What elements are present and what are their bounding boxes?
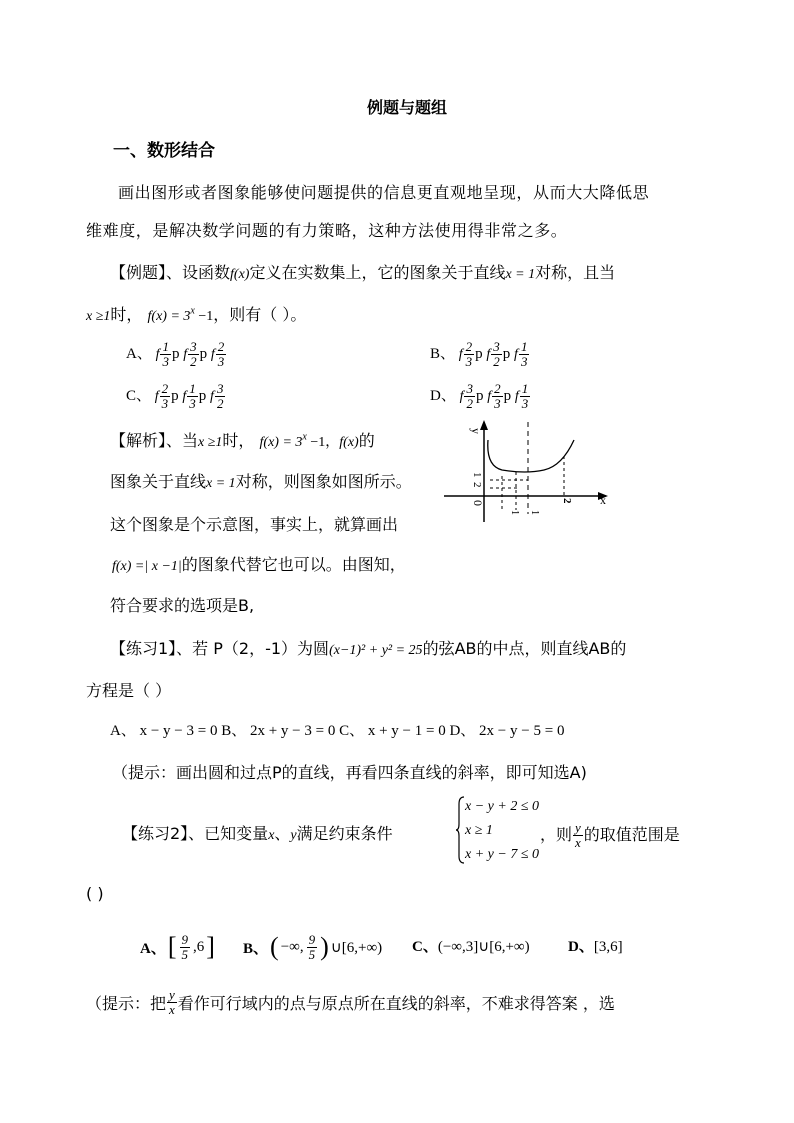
- analysis-abs-function: f(x) =| x −1|: [112, 559, 182, 574]
- option-label: C、: [412, 939, 438, 955]
- fraction-num: 2: [465, 339, 473, 354]
- practice1-hint: （提示：画出圆和过点P的直线，再看四条直线的斜率，即可知选A): [112, 763, 587, 782]
- option-f: f: [182, 388, 187, 404]
- fraction-den: 3: [161, 396, 169, 411]
- fraction-den: 5: [308, 946, 316, 962]
- fraction-num: 3: [466, 381, 473, 396]
- option-label: A、: [140, 940, 166, 957]
- practice2-line-1b: [540, 821, 680, 850]
- example-line-2: [86, 302, 306, 325]
- practice2-option-b: [243, 932, 382, 962]
- fraction-den: 2: [216, 396, 224, 411]
- analysis-line-4: [112, 552, 406, 575]
- fraction-num: 9: [308, 931, 316, 947]
- analysis-text-2: 的: [358, 431, 375, 450]
- practice2-text-3: 的取值范围是: [583, 825, 680, 844]
- separator: 、: [274, 824, 291, 843]
- fraction-den: 3: [521, 396, 529, 411]
- practice2-label: 【练习2】、已知变量: [122, 824, 269, 843]
- intro-line-1: 画出图形或者图象能够使问题提供的信息更直观地呈现，从而大大降低思: [118, 183, 650, 202]
- circle-equation: (x−1)² + y² = 25: [329, 643, 423, 658]
- fraction-den: 2: [466, 396, 473, 411]
- left-paren: (: [270, 932, 279, 961]
- fraction-den: x: [169, 1002, 175, 1017]
- fraction-num: 1: [520, 339, 528, 354]
- analysis-label: 【解析】、当: [110, 431, 199, 450]
- practice1-line-2: 方程是（ ）: [86, 681, 172, 700]
- option-f: f: [514, 346, 518, 362]
- analysis-line-1: [110, 428, 375, 451]
- practice1-options: A、 x − y − 3 = 0 B、 2x + y − 3 = 0 C、 x + y − 1 = 0 D、 2x − y − 5 = 0: [110, 723, 565, 739]
- fraction-num: 1: [162, 339, 169, 354]
- practice2-text: 满足约束条件: [296, 824, 393, 843]
- analysis-line-2: [110, 469, 412, 492]
- analysis-minus: −1，: [306, 435, 340, 450]
- option-f: f: [487, 388, 492, 404]
- x-tick-label: 1: [509, 510, 520, 515]
- fraction-num: 1: [521, 381, 529, 396]
- option-a-tail: ,6: [193, 938, 205, 955]
- practice2-option-d: [568, 935, 623, 956]
- fraction: [160, 340, 171, 369]
- x-tick-label: 1: [529, 510, 540, 515]
- example-minus-one: −1: [194, 309, 214, 324]
- example-label: 【例题】、设函数: [110, 263, 231, 282]
- fraction-den: 3: [162, 354, 169, 369]
- prec-symbol: p: [198, 387, 207, 404]
- origin-label: 0: [471, 500, 485, 506]
- intro-line-2: 维难度，是解决数学问题的有力策略，这种方法使用得非常之多。: [86, 221, 568, 240]
- example-text-3: 时，: [110, 305, 143, 324]
- fraction-den: 3: [520, 354, 528, 369]
- option-b-tail: ∪[6,+∞): [330, 939, 383, 956]
- example-exponent: x: [190, 305, 195, 317]
- prec-symbol: p: [503, 387, 512, 404]
- example-function: f(x) = 3: [147, 309, 191, 324]
- fraction-den: 2: [493, 354, 500, 369]
- option-a: [126, 340, 227, 369]
- fraction-num: 3: [493, 339, 500, 354]
- x-axis-label: x: [600, 493, 606, 507]
- function-curve: [488, 440, 574, 472]
- y-tick-label: 1: [471, 472, 483, 478]
- fraction-den: 5: [181, 946, 189, 962]
- constraint-2: x ≥ 1: [465, 823, 493, 838]
- option-d: [430, 382, 531, 411]
- analysis-text-5: 的图象代替它也可以。由图知，: [181, 555, 406, 574]
- analysis-line-eq: x = 1: [206, 476, 236, 491]
- option-c: [126, 382, 226, 411]
- practice1-line-1: [110, 636, 626, 659]
- y-tick-label: 2: [471, 482, 483, 488]
- fraction-num: y: [169, 987, 175, 1002]
- y-over-x-fraction: [573, 821, 583, 850]
- option-f: f: [459, 388, 464, 404]
- fraction: [187, 382, 198, 411]
- example-condition: x ≥1: [86, 309, 111, 324]
- fraction: [464, 340, 475, 369]
- prec-symbol: p: [475, 345, 483, 362]
- constraint-1: x − y + 2 ≤ 0: [465, 799, 540, 814]
- option-f: f: [210, 346, 215, 362]
- option-f: f: [154, 388, 159, 404]
- prec-symbol: p: [171, 387, 179, 404]
- fraction-num: 3: [216, 381, 224, 396]
- fraction: [180, 933, 191, 962]
- analysis-text: 时，: [222, 431, 255, 450]
- option-c-value: (−∞,3]∪[6,+∞): [437, 939, 530, 955]
- fraction: [492, 382, 503, 411]
- option-f: f: [514, 388, 519, 404]
- fraction: [491, 340, 502, 369]
- fraction-den: x: [575, 835, 581, 850]
- analysis-line-3: 这个图象是个示意图，事实上，就算画出: [110, 515, 399, 534]
- fraction-den: 3: [189, 396, 196, 411]
- hint-text: （提示：把: [86, 994, 167, 1013]
- fraction-num: 3: [190, 339, 197, 354]
- x-tick-label: 2: [561, 498, 573, 504]
- function-graph: [440, 418, 620, 528]
- option-b: [430, 340, 530, 369]
- fraction: [464, 382, 475, 411]
- analysis-fx: f(x): [339, 435, 359, 450]
- fraction: [216, 340, 227, 369]
- analysis-line-5: 符合要求的选项是B,: [110, 596, 255, 615]
- prec-symbol: p: [475, 387, 484, 404]
- practice1-text: 的弦AB的中点，则直线AB的: [422, 639, 627, 658]
- practice2-text-2: ，则: [540, 825, 573, 844]
- fraction: [307, 933, 318, 962]
- fraction: [520, 382, 531, 411]
- option-label: D、: [568, 939, 594, 955]
- practice2-option-a: [140, 932, 215, 962]
- prec-symbol: p: [199, 345, 208, 362]
- prec-symbol: p: [502, 345, 511, 362]
- option-f: f: [210, 388, 214, 404]
- constraint-3: x + y − 7 ≤ 0: [465, 847, 540, 862]
- option-d-value: [3,6]: [593, 939, 623, 955]
- option-f: f: [155, 346, 160, 362]
- fraction-den: 3: [465, 354, 473, 369]
- analysis-exponent: x: [302, 431, 307, 443]
- practice2-line-1a: [122, 821, 393, 844]
- option-d-label: D、: [430, 387, 456, 404]
- analysis-function: f(x) = 3: [259, 435, 303, 450]
- fraction: [160, 382, 171, 411]
- analysis-text-4: 对称，则图象如图所示。: [235, 472, 412, 491]
- section-heading: 一、数形结合: [113, 141, 215, 161]
- example-fx: f(x): [230, 267, 250, 282]
- hint-text-2: 看作可行域内的点与原点所在直线的斜率，不难求得答案 ，选: [177, 994, 615, 1013]
- option-f: f: [183, 346, 188, 362]
- option-f: f: [486, 346, 491, 362]
- fraction-num: 2: [161, 381, 169, 396]
- practice2-paren: ( ): [86, 884, 104, 903]
- fraction: [215, 382, 226, 411]
- example-line-eq: x = 1: [505, 267, 536, 282]
- page-title: 例题与题组: [367, 98, 448, 117]
- right-bracket: ]: [206, 932, 215, 961]
- prec-symbol: p: [171, 345, 180, 362]
- fraction-num: 9: [181, 931, 189, 947]
- example-text-2: 对称，且当: [535, 263, 616, 282]
- option-f: f: [458, 346, 463, 362]
- example-line-1: [110, 260, 615, 283]
- practice2-option-c: [412, 935, 530, 956]
- right-paren: ): [320, 932, 329, 961]
- fraction-den: 3: [494, 396, 501, 411]
- y-over-x-fraction: [167, 988, 177, 1017]
- fraction: [188, 340, 199, 369]
- option-b-head: −∞,: [280, 938, 304, 955]
- option-label: B、: [243, 940, 269, 957]
- fraction-num: 2: [217, 339, 225, 354]
- variable-y: y: [290, 828, 297, 843]
- practice1-label: 【练习1】、若 P（2，-1）为圆: [110, 639, 330, 658]
- fraction-den: 3: [217, 354, 225, 369]
- option-c-label: C、: [126, 387, 152, 404]
- fraction-den: 2: [190, 354, 197, 369]
- option-a-label: A、: [126, 345, 152, 362]
- analysis-condition: x ≥1: [198, 435, 223, 450]
- fraction-num: 1: [189, 381, 196, 396]
- fraction-num: y: [575, 820, 581, 835]
- y-axis-label: y: [469, 428, 483, 434]
- option-b-label: B、: [430, 345, 456, 362]
- left-bracket: [: [167, 932, 177, 961]
- brace-icon: [455, 796, 465, 864]
- example-text: 定义在实数集上，它的图象关于直线: [249, 263, 506, 282]
- practice2-hint: [86, 988, 615, 1017]
- example-text-4: ，则有（ ）。: [213, 305, 307, 324]
- analysis-text-3: 图象关于直线: [110, 472, 207, 491]
- variable-x: x: [268, 828, 275, 843]
- fraction: [519, 340, 530, 369]
- fraction-num: 2: [494, 381, 501, 396]
